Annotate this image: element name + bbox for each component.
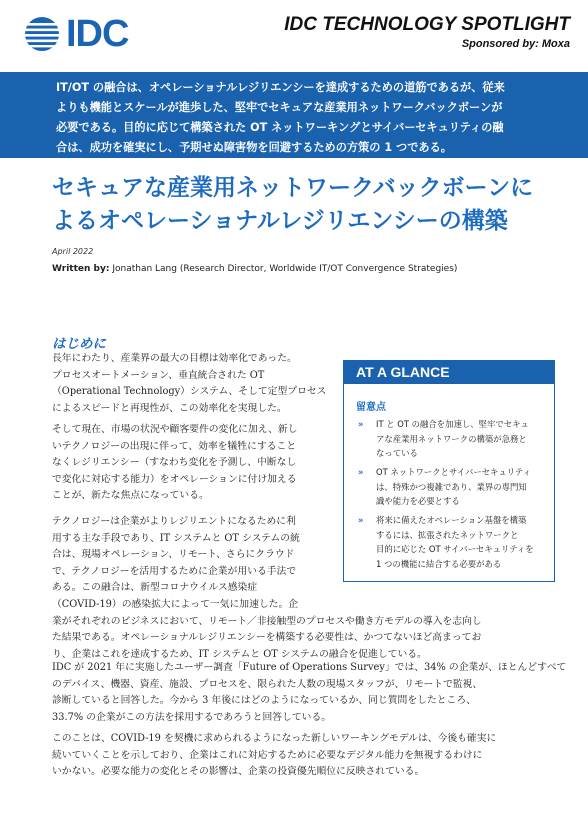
- byline-author: Jonathan Lang (Research Director, Worldwide IT/OT Convergence Strategies): [112, 264, 458, 274]
- paragraph-1: [52, 351, 326, 417]
- glance-item-line: 識や能力を必要とする: [376, 496, 460, 507]
- publication-date: April 2022: [52, 247, 94, 256]
- title-line: よるオペレーショナルレジリエンシーの構築: [52, 208, 508, 234]
- text-line: そして現在、市場の状況や顧客要件の変化に加え、新し: [52, 424, 298, 435]
- text-line: 用する主な手段であり、IT システムと OT システムの統: [52, 532, 300, 544]
- text-line: 合は、現場オペレーション、リモート、さらにクラウド: [52, 549, 295, 561]
- text-line: ことが、新たな焦点になっている。: [52, 490, 209, 502]
- glance-item: [358, 417, 548, 461]
- paragraph-4: [52, 660, 566, 726]
- logo-text: IDC: [66, 13, 129, 55]
- at-a-glance-box: [343, 360, 555, 582]
- text-line: ある。この融合は、新型コロナウイルス感染症: [52, 582, 258, 594]
- glance-item: [358, 465, 548, 509]
- glance-item-line: アな産業用ネットワークの構築が急務と: [376, 433, 527, 444]
- globe-icon: [24, 16, 60, 52]
- text-line: IDC が 2021 年に実施したユーザー調査「Future of Operations Survey」では、34% の企業が、ほとんどすべて: [52, 662, 567, 673]
- text-line: た結果である。オペレーショナルレジリエンシーを構築する必要性は、かつてないほど高まってお: [52, 632, 482, 644]
- text-line: プロセスオートメーション、垂直統合された OT: [52, 369, 265, 381]
- paragraph-5: [52, 731, 496, 781]
- text-line: （COVID-19）の感染拡大によって一気に加速した。企: [52, 598, 299, 610]
- text-line: （Operational Technology）システム、そして定型プロセス: [52, 386, 327, 398]
- paragraph-2: [52, 422, 298, 505]
- glance-heading: AT A GLANCE: [344, 361, 554, 384]
- text-line: で変化に対応する能力）をオペレーションに付け加える: [52, 473, 297, 485]
- bullet-icon: »: [358, 419, 364, 429]
- glance-item-line: 1 つの機能に結合する必要がある: [376, 558, 502, 569]
- bullet-icon: »: [358, 467, 364, 477]
- glance-item-line: 将来に備えたオペレーション基盤を構築: [376, 515, 527, 525]
- bullet-icon: »: [358, 515, 364, 525]
- text-line: このことは、COVID-19 を契機に求められるようになった新しいワーキングモデルは、今後も確実に: [52, 733, 497, 744]
- text-line: テクノロジーは企業がよりレジリエントになるために利: [52, 516, 296, 527]
- glance-item-line: IT と OT の融合を加速し、堅牢でセキュ: [376, 419, 529, 429]
- text-line: によるスピードと再現性が、この効率化を実現した。: [52, 402, 287, 414]
- text-line: いかない。必要な能力の変化とその影響は、企業の投資優先順位に反映されている。: [52, 766, 425, 778]
- text-line: 33.7% の企業がこの方法を採用するであろうと回答している。: [52, 711, 332, 723]
- glance-item-line: は、特殊かつ複雑であり、業界の専門知: [376, 481, 527, 492]
- glance-subheading: 留意点: [356, 402, 386, 413]
- sponsor-label: Sponsored by: Moxa: [461, 38, 570, 50]
- text-line: なくレジリエンシー（すなわち変化を予測し、中断なし: [52, 457, 297, 469]
- text-line: 長年にわたり、産業界の最大の目標は効率化であった。: [52, 353, 297, 364]
- text-line: 診断していると回答した。今から 3 年後にはどのようになっているか、同じ質問をしたところ、: [52, 695, 476, 707]
- text-line: のデバイス、機器、資産、施設、プロセスを、限られた人数の現場スタッフが、リモートで監視、: [52, 678, 483, 690]
- glance-item: [358, 513, 548, 571]
- byline: [52, 264, 457, 274]
- section-heading-intro: はじめに: [52, 336, 106, 352]
- summary-banner: [0, 72, 588, 158]
- title-line: セキュアな産業用ネットワークバックボーンに: [52, 175, 534, 201]
- banner-line: IT/OT の融合は、オペレーショナルレジリエンシーを達成するための道筋であるが、従来: [56, 81, 505, 94]
- text-line: 続いていくことを示しており、企業はこれに対応するために必要なデジタル能力を無視するわけに: [52, 749, 483, 761]
- glance-item-line: 目的に応じた OT サイバーセキュリティを: [376, 544, 534, 555]
- idc-logo: [24, 12, 164, 56]
- banner-line: よりも機能とスケールが進歩した、堅牢でセキュアな産業用ネットワークバックボーンが: [56, 101, 503, 114]
- document-title: [52, 172, 572, 238]
- text-line: で、テクノロジーを活用するために企業が用いる手法で: [52, 565, 297, 577]
- banner-line: 必要である。目的に応じて構築された OT ネットワーキングとサイバーセキュリティの融: [56, 121, 504, 134]
- glance-item-line: なっている: [376, 448, 418, 459]
- text-line: いテクノロジーの出現に伴って、効率を犠牲にすること: [52, 440, 297, 452]
- text-line: 業がそれぞれのビジネスにおいて、リモート／非接触型のプロセスや働き方モデルの導入を志向し: [52, 615, 482, 627]
- spotlight-title: IDC TECHNOLOGY SPOTLIGHT: [284, 14, 570, 35]
- glance-item-line: するには、拡張されたネットワークと: [376, 529, 519, 540]
- byline-label: Written by:: [52, 264, 110, 274]
- glance-item-line: OT ネットワークとサイバーセキュリティ: [376, 467, 531, 477]
- banner-line: 合は、成功を確実にし、予期せぬ障害物を回避するための方策の 1 つである。: [56, 141, 452, 154]
- text-line: り、企業はこれを達成するため、IT システムと OT システムの融合を促進している。: [52, 648, 427, 660]
